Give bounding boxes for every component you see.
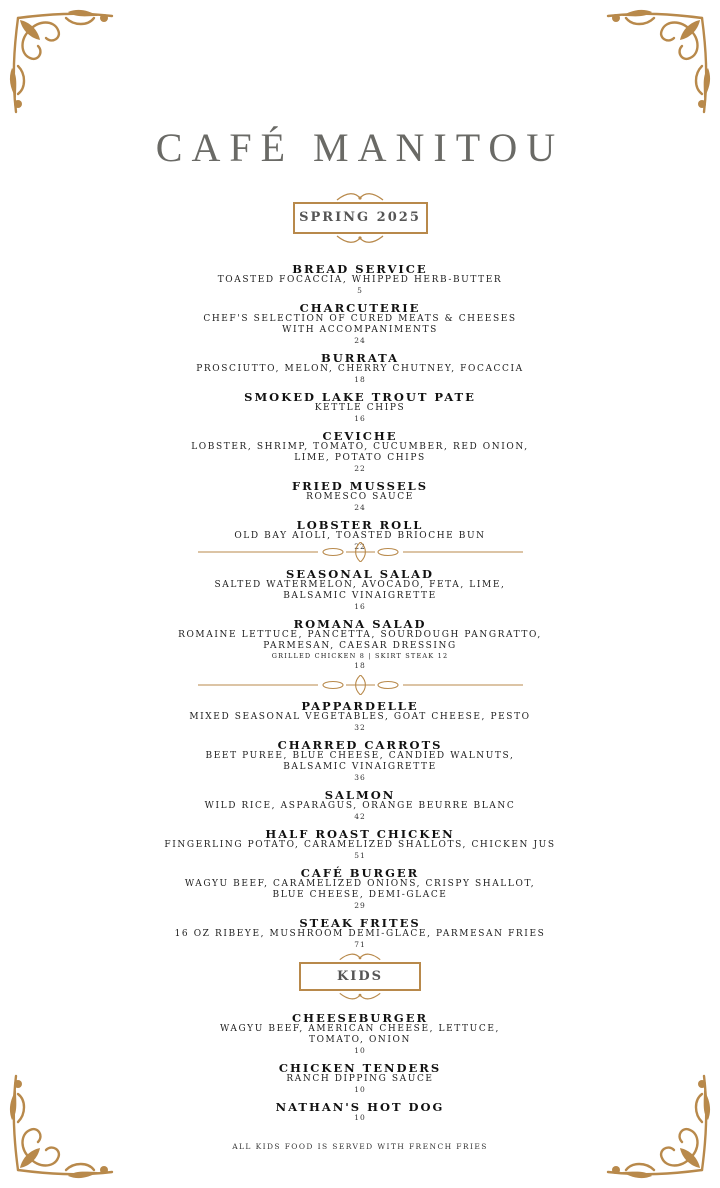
section-divider — [198, 675, 523, 695]
flourish-top-icon — [338, 952, 382, 962]
menu-item-name: CEVICHE — [322, 429, 398, 443]
menu-item-name: BURRATA — [320, 351, 399, 365]
menu-item — [0, 352, 720, 384]
menu-item — [0, 739, 720, 782]
menu-item — [0, 700, 720, 732]
menu-item-description: KETTLE CHIPS — [314, 403, 406, 413]
menu-item-description: BALSAMIC VINAIGRETTE — [283, 762, 437, 772]
menu-item — [0, 618, 720, 670]
menu-item-description: LIME, POTATO CHIPS — [294, 453, 426, 463]
menu-item — [0, 828, 720, 860]
menu-item-price: 24 — [354, 336, 366, 345]
menu-item-description: BEET PUREE, BLUE CHEESE, CANDIED WALNUTS, — [205, 751, 515, 761]
menu-item-price: 42 — [354, 812, 366, 821]
menu-item-description: WAGYU BEEF, CARAMELIZED ONIONS, CRISPY SHALLOT, — [184, 879, 536, 889]
menu-item-name: NATHAN'S HOT DOG — [275, 1100, 445, 1114]
kids-badge-group — [0, 952, 720, 1001]
menu-item-price: 5 — [357, 286, 363, 295]
menu-item-price: 18 — [354, 661, 366, 670]
menu-item — [0, 789, 720, 821]
corner-ornament-top-left — [8, 8, 120, 120]
menu-item-price: 29 — [354, 901, 366, 910]
flourish-top-icon — [335, 192, 385, 202]
menu-item — [0, 263, 720, 295]
menu-item-description: LOBSTER, SHRIMP, TOMATO, CUCUMBER, RED ONION, — [191, 442, 529, 452]
menu-item-price: 16 — [354, 414, 366, 423]
menu-item-price: 22 — [354, 542, 366, 551]
menu-item-description: OLD BAY AIOLI, TOASTED BRIOCHE BUN — [234, 531, 486, 541]
section-divider — [198, 542, 523, 562]
menu-item-description: PROSCIUTTO, MELON, CHERRY CHUTNEY, FOCACCIA — [196, 364, 524, 374]
menu-item-description: BLUE CHEESE, DEMI-GLACE — [272, 890, 448, 900]
menu-item-description: CHEF'S SELECTION OF CURED MEATS & CHEESES — [203, 314, 517, 324]
menu-item-price: 22 — [354, 464, 366, 473]
kids-footnote: ALL KIDS FOOD IS SERVED WITH FRENCH FRIES — [232, 1142, 488, 1151]
menu-item-description: WITH ACCOMPANIMENTS — [282, 325, 438, 335]
menu-item-price: 32 — [354, 723, 366, 732]
menu-item-description: TOMATO, ONION — [308, 1035, 412, 1045]
menu-item-price: 24 — [354, 503, 366, 512]
menu-item-description: SALTED WATERMELON, AVOCADO, FETA, LIME, — [214, 580, 506, 590]
menu-item-name: SMOKED LAKE TROUT PATE — [244, 390, 476, 404]
menu-item-description: ROMAINE LETTUCE, PANCETTA, SOURDOUGH PANGRATTO, — [178, 630, 542, 640]
menu-item — [0, 430, 720, 473]
menu-item-description: TOASTED FOCACCIA, WHIPPED HERB-BUTTER — [217, 275, 503, 285]
menu-item-description: PARMESAN, CAESAR DRESSING — [263, 641, 457, 651]
season-badge-group — [0, 192, 720, 244]
menu-item-description: WILD RICE, ASPARAGUS, ORANGE BEURRE BLANC — [204, 801, 516, 811]
menu-item — [0, 302, 720, 345]
corner-ornament-top-right — [600, 8, 712, 120]
menu-item-name: SEASONAL SALAD — [285, 567, 435, 581]
menu-item-name: CHICKEN TENDERS — [278, 1061, 442, 1075]
flourish-bottom-icon — [335, 234, 385, 244]
menu-item-name: HALF ROAST CHICKEN — [265, 827, 455, 841]
menu-item — [0, 917, 720, 949]
menu-item-price: 10 — [354, 1113, 366, 1122]
menu-item — [0, 391, 720, 423]
menu-item-description: FINGERLING POTATO, CARAMELIZED SHALLOTS, CHICKEN JUS — [164, 840, 556, 850]
menu-item-name: PAPPARDELLE — [301, 699, 419, 713]
menu-item-name: CHARCUTERIE — [299, 301, 421, 315]
menu-item — [0, 1012, 720, 1055]
menu-item — [0, 480, 720, 512]
menu-item-description: ROMESCO SAUCE — [306, 492, 414, 502]
restaurant-title: CAFÉ MANITOU — [155, 125, 565, 170]
mains-section — [0, 700, 720, 956]
kids-badge: KIDS — [299, 962, 421, 991]
menu-item-price: 36 — [354, 773, 366, 782]
menu-item-description: RANCH DIPPING SAUCE — [286, 1074, 434, 1084]
menu-item-price: 10 — [354, 1085, 366, 1094]
menu-item — [0, 1101, 720, 1122]
menu-item-price: 18 — [354, 375, 366, 384]
menu-item-price: 71 — [354, 940, 366, 949]
appetizers-section — [0, 263, 720, 558]
menu-item-description: MIXED SEASONAL VEGETABLES, GOAT CHEESE, PESTO — [189, 712, 531, 722]
menu-item-name: STEAK FRITES — [299, 916, 421, 930]
flourish-bottom-icon — [338, 991, 382, 1001]
menu-item-name: CHARRED CARROTS — [277, 738, 443, 752]
menu-item — [0, 867, 720, 910]
menu-item-price: 51 — [354, 851, 366, 860]
menu-item — [0, 568, 720, 611]
menu-item-name: LOBSTER ROLL — [296, 518, 424, 532]
menu-item — [0, 1062, 720, 1094]
menu-item-name: BREAD SERVICE — [292, 262, 428, 276]
menu-item-addons: GRILLED CHICKEN 8 | SKIRT STEAK 12 — [271, 652, 449, 660]
menu-item-price: 16 — [354, 602, 366, 611]
menu-item-name: CAFÉ BURGER — [300, 866, 420, 880]
menu-item-description: WAGYU BEEF, AMERICAN CHEESE, LETTUCE, — [220, 1024, 500, 1034]
menu-item-name: ROMANA SALAD — [293, 617, 427, 631]
menu-item-name: CHEESEBURGER — [291, 1011, 429, 1025]
season-badge: SPRING 2025 — [293, 202, 428, 234]
salads-section — [0, 568, 720, 677]
menu-item-name: FRIED MUSSELS — [291, 479, 429, 493]
menu-item-price: 10 — [354, 1046, 366, 1055]
menu-item-description: BALSAMIC VINAIGRETTE — [283, 591, 437, 601]
menu-item-description: 16 OZ RIBEYE, MUSHROOM DEMI-GLACE, PARMESAN FRIES — [174, 929, 546, 939]
kids-section — [0, 1012, 720, 1129]
menu-item-name: SALMON — [324, 788, 396, 802]
